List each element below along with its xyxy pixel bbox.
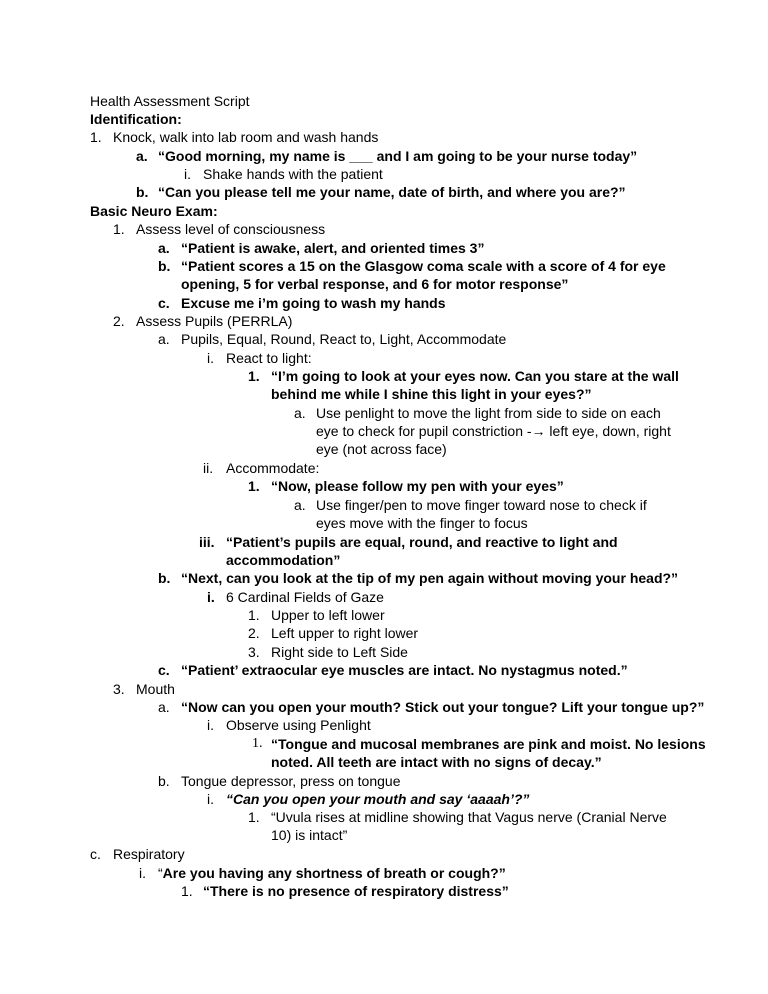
list-item: Knock, walk into lab room and wash hands — [113, 129, 379, 145]
list-item: “Tongue and mucosal membranes are pink and moist. No lesions — [271, 736, 706, 752]
list-item: 6 Cardinal Fields of Gaze — [226, 589, 384, 605]
list-item-continued: 10) is intact” — [271, 827, 348, 843]
open-quote: “ — [158, 865, 163, 881]
list-item: Shake hands with the patient — [203, 166, 383, 182]
list-marker: b. — [136, 184, 149, 200]
list-marker: 1. — [181, 883, 193, 899]
list-item: “Now, please follow my pen with your eyes” — [271, 478, 564, 494]
list-marker: b. — [158, 773, 170, 789]
list-item-continued: accommodation” — [226, 552, 341, 568]
list-item: Left upper to right lower — [271, 625, 419, 641]
list-item: Respiratory — [113, 846, 185, 862]
list-marker: b. — [158, 258, 171, 274]
list-item: “I’m going to look at your eyes now. Can you stare at the wall — [271, 368, 679, 384]
list-item: “Patient’ extraocular eye muscles are intact. No nystagmus noted.” — [181, 662, 628, 678]
list-marker: 1. — [252, 736, 263, 751]
list-marker: 1. — [248, 478, 260, 494]
list-marker: i. — [184, 166, 191, 182]
list-marker: i. — [207, 791, 214, 807]
list-marker: i. — [207, 350, 214, 366]
list-marker: 3. — [248, 644, 260, 660]
list-item: “Patient scores a 15 on the Glasgow coma scale with a score of 4 for eye — [181, 258, 666, 274]
list-marker: 2. — [113, 313, 125, 329]
list-marker: 1. — [90, 129, 102, 145]
list-item: “Next, can you look at the tip of my pen again without moving your head?” — [181, 570, 679, 586]
list-item: Tongue depressor, press on tongue — [181, 773, 401, 789]
list-marker: c. — [158, 295, 170, 311]
list-marker: i. — [139, 865, 146, 881]
list-marker: 2. — [248, 625, 260, 641]
list-item: Use penlight to move the light from side to side on each — [316, 405, 661, 421]
list-item — [158, 864, 506, 882]
list-item-continued: eye (not across face) — [316, 441, 447, 457]
identification-heading: Identification: — [90, 111, 182, 127]
list-item: Mouth — [136, 681, 175, 697]
list-marker: iii. — [199, 534, 215, 550]
list-marker: a. — [158, 331, 170, 347]
list-marker: c. — [158, 662, 170, 678]
list-marker: i. — [207, 717, 214, 733]
list-item-continued: eye to check for pupil constriction -→ left eye, down, right — [316, 423, 671, 439]
list-marker: ii. — [203, 460, 214, 476]
list-marker: a. — [158, 240, 170, 256]
list-item-continued: noted. All teeth are intact with no signs of decay.” — [271, 754, 602, 770]
list-item: “Uvula rises at midline showing that Vagus nerve (Cranial Nerve — [271, 809, 667, 825]
list-item: “Now can you open your mouth? Stick out your tongue? Lift your tongue up?” — [181, 699, 705, 715]
list-item: Use finger/pen to move finger toward nose to check if — [316, 497, 647, 513]
list-item: Right side to Left Side — [271, 644, 408, 660]
list-item: Accommodate: — [226, 460, 320, 476]
document-title: Health Assessment Script — [90, 93, 250, 109]
list-item: Upper to left lower — [271, 607, 385, 623]
list-marker: 1. — [248, 368, 260, 384]
question-text: Are you having any shortness of breath or cough?” — [162, 865, 506, 881]
list-marker: c. — [90, 846, 101, 862]
list-item-continued: eyes move with the finger to focus — [316, 515, 528, 531]
list-marker: a. — [294, 405, 306, 421]
list-item: Observe using Penlight — [226, 717, 371, 733]
list-marker: 1. — [248, 809, 260, 825]
list-item: Pupils, Equal, Round, React to, Light, Accommodate — [181, 331, 507, 347]
list-item-continued: opening, 5 for verbal response, and 6 for motor response” — [181, 276, 569, 292]
list-marker: b. — [158, 570, 171, 586]
list-marker: a. — [158, 699, 170, 715]
list-item: “Patient is awake, alert, and oriented times 3” — [181, 240, 485, 256]
list-item: “Can you open your mouth and say ‘aaaah’?” — [226, 791, 530, 807]
list-item-continued: behind me while I shine this light in your eyes?” — [271, 386, 592, 402]
list-item: Assess Pupils (PERRLA) — [136, 313, 293, 329]
list-item: React to light: — [226, 350, 312, 366]
list-marker: a. — [136, 148, 148, 164]
list-item: “Good morning, my name is ___ and I am going to be your nurse today” — [158, 148, 638, 164]
list-marker: 1. — [113, 221, 125, 237]
list-item: “There is no presence of respiratory distress” — [203, 883, 509, 899]
list-item: “Can you please tell me your name, date of birth, and where you are?” — [158, 184, 626, 200]
list-marker: a. — [294, 497, 306, 513]
list-item: Assess level of consciousness — [136, 221, 326, 237]
list-marker: 3. — [113, 681, 125, 697]
neuro-heading: Basic Neuro Exam: — [90, 203, 218, 219]
list-item: Excuse me i’m going to wash my hands — [181, 295, 446, 311]
list-marker: i. — [207, 589, 215, 605]
list-item: “Patient’s pupils are equal, round, and reactive to light and — [226, 534, 618, 550]
list-marker: 1. — [248, 607, 260, 623]
